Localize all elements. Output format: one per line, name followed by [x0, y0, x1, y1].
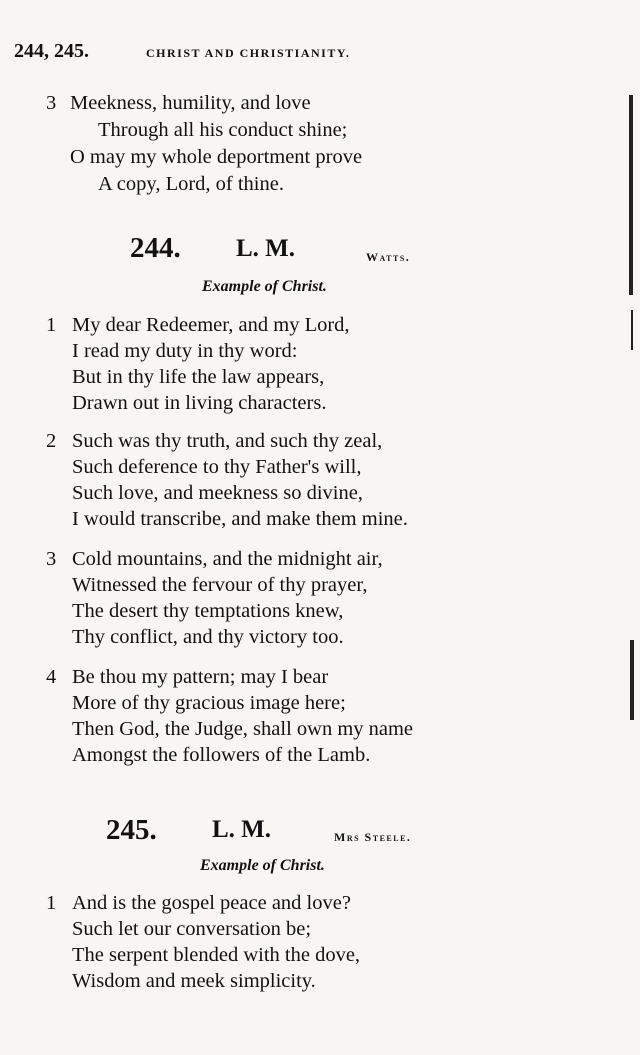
verse-line: Amongst the followers of the Lamb.: [72, 744, 371, 766]
stanza-number: 3: [46, 92, 57, 114]
verse-line: Thy conflict, and thy victory too.: [72, 626, 344, 648]
hymn-subtitle: Example of Christ.: [202, 278, 327, 295]
stanza-number: 1: [46, 314, 57, 336]
verse-line: And is the gospel peace and love?: [72, 892, 351, 914]
verse-line: The serpent blended with the dove,: [72, 944, 361, 966]
stanza-number: 3: [46, 548, 57, 570]
hymn-subtitle: Example of Christ.: [200, 857, 325, 874]
verse-line: But in thy life the law appears,: [72, 366, 325, 388]
verse-line: A copy, Lord, of thine.: [98, 173, 284, 195]
verse-line: Such love, and meekness so divine,: [72, 482, 363, 504]
hymn-number: 245.: [106, 814, 157, 846]
verse-line: My dear Redeemer, and my Lord,: [72, 314, 350, 336]
scan-edge-mark: [629, 95, 633, 295]
verse-line: Such deference to thy Father's will,: [72, 456, 362, 478]
verse-line: Through all his conduct shine;: [98, 119, 348, 141]
page-numbers: 244, 245.: [14, 40, 89, 62]
stanza-number: 2: [46, 430, 57, 452]
verse-line: I would transcribe, and make them mine.: [72, 508, 408, 530]
hymn-author: Watts.: [366, 250, 411, 264]
stanza-number: 1: [46, 892, 57, 914]
scan-edge-mark: [631, 310, 633, 350]
verse-line: I read my duty in thy word:: [72, 340, 298, 362]
verse-line: O may my whole deportment prove: [70, 146, 363, 168]
verse-line: Meekness, humility, and love: [70, 92, 311, 114]
verse-line: Witnessed the fervour of thy prayer,: [72, 574, 368, 596]
hymn-author: Mrs Steele.: [334, 830, 412, 844]
verse-line: Cold mountains, and the midnight air,: [72, 548, 383, 570]
verse-line: Then God, the Judge, shall own my name: [72, 718, 414, 740]
verse-line: Be thou my pattern; may I bear: [72, 666, 329, 688]
running-title: CHRIST AND CHRISTIANITY.: [146, 46, 351, 60]
hymn-metre: L. M.: [212, 816, 272, 843]
verse-line: The desert thy temptations knew,: [72, 600, 344, 622]
verse-line: Drawn out in living characters.: [72, 392, 327, 414]
scan-edge-mark: [630, 640, 634, 720]
verse-line: Such let our conversation be;: [72, 918, 312, 940]
hymn-metre: L. M.: [236, 235, 296, 262]
stanza-number: 4: [46, 666, 57, 688]
verse-line: Such was thy truth, and such thy zeal,: [72, 430, 383, 452]
verse-line: Wisdom and meek simplicity.: [72, 970, 316, 992]
verse-line: More of thy gracious image here;: [72, 692, 346, 714]
hymn-number: 244.: [130, 232, 181, 264]
